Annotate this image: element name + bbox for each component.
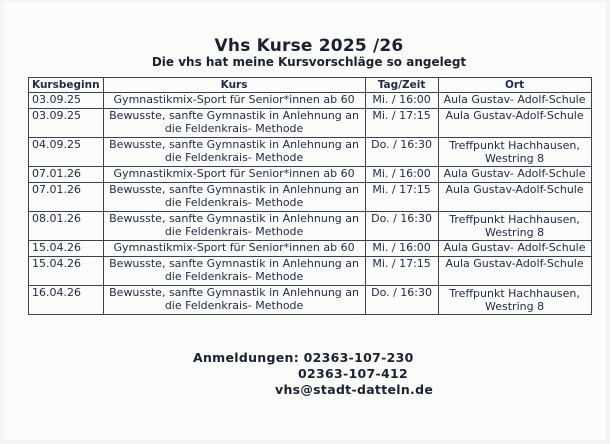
cell-kursbeginn: 15.04.26 — [29, 257, 104, 286]
table-row — [29, 138, 592, 167]
cell-kurs: Bewusste, sanfte Gymnastik in Anlehnung an die Feldenkrais- Methode — [103, 257, 365, 286]
table-row — [29, 257, 592, 286]
table-row — [29, 93, 592, 109]
cell-ort: Aula Gustav- Adolf-Schule — [438, 167, 591, 183]
cell-tag-zeit: Mi. / 17:15 — [365, 183, 438, 212]
cell-kurs: Gymnastikmix-Sport für Senior*innen ab 60 — [103, 241, 365, 257]
table-row — [29, 212, 592, 241]
registration-email: vhs@stadt-datteln.de — [275, 382, 434, 397]
cell-kursbeginn: 08.01.26 — [29, 212, 104, 241]
table-row — [29, 109, 592, 138]
cell-tag-zeit: Mi. / 17:15 — [365, 109, 438, 138]
cell-kurs: Bewusste, sanfte Gymnastik in Anlehnung an die Feldenkrais- Methode — [103, 109, 365, 138]
cell-tag-zeit: Mi. / 16:00 — [365, 93, 438, 109]
table-row — [29, 167, 592, 183]
table-row — [29, 183, 592, 212]
cell-kursbeginn: 03.09.25 — [29, 109, 104, 138]
cell-kurs: Bewusste, sanfte Gymnastik in Anlehnung an die Feldenkrais- Methode — [103, 138, 365, 167]
document-title: Vhs Kurse 2025 /26 — [214, 36, 404, 56]
table-row — [29, 286, 592, 315]
table-row — [29, 241, 592, 257]
cell-kurs: Gymnastikmix-Sport für Senior*innen ab 60 — [103, 93, 365, 109]
cell-kursbeginn: 03.09.25 — [29, 93, 104, 109]
registration-phone-1: Anmeldungen: 02363-107-230 — [193, 350, 414, 365]
cell-ort: Aula Gustav- Adolf-Schule — [438, 93, 591, 109]
cell-ort: Aula Gustav-Adolf-Schule — [438, 257, 591, 286]
cell-ort: Treffpunkt Hachhausen, Westring 8 — [438, 138, 591, 167]
cell-ort: Treffpunkt Hachhausen, Westring 8 — [438, 286, 591, 315]
cell-kursbeginn: 04.09.25 — [29, 138, 104, 167]
header-kurs: Kurs — [103, 78, 365, 93]
cell-kursbeginn: 15.04.26 — [29, 241, 104, 257]
cell-kurs: Bewusste, sanfte Gymnastik in Anlehnung an die Feldenkrais- Methode — [103, 212, 365, 241]
cell-kurs: Bewusste, sanfte Gymnastik in Anlehnung an die Feldenkrais- Methode — [103, 286, 365, 315]
cell-tag-zeit: Do. / 16:30 — [365, 212, 438, 241]
cell-tag-zeit: Mi. / 16:00 — [365, 167, 438, 183]
cell-ort: Aula Gustav-Adolf-Schule — [438, 183, 591, 212]
header-kursbeginn: Kursbeginn — [29, 78, 104, 93]
header-ort: Ort — [438, 78, 591, 93]
table-header-row — [29, 78, 592, 93]
document-subtitle: Die vhs hat meine Kursvorschläge so angelegt — [151, 55, 467, 69]
course-table — [28, 77, 592, 315]
cell-tag-zeit: Mi. / 17:15 — [365, 257, 438, 286]
cell-ort: Aula Gustav- Adolf-Schule — [438, 241, 591, 257]
cell-ort: Treffpunkt Hachhausen, Westring 8 — [438, 212, 591, 241]
cell-tag-zeit: Do. / 16:30 — [365, 138, 438, 167]
cell-ort: Aula Gustav-Adolf-Schule — [438, 109, 591, 138]
cell-kurs: Gymnastikmix-Sport für Senior*innen ab 60 — [103, 167, 365, 183]
cell-kursbeginn: 16.04.26 — [29, 286, 104, 315]
cell-kurs: Bewusste, sanfte Gymnastik in Anlehnung an die Feldenkrais- Methode — [103, 183, 365, 212]
cell-tag-zeit: Mi. / 16:00 — [365, 241, 438, 257]
cell-kursbeginn: 07.01.26 — [29, 183, 104, 212]
header-tag-zeit: Tag/Zeit — [365, 78, 438, 93]
registration-phone-2: 02363-107-412 — [298, 366, 408, 381]
cell-kursbeginn: 07.01.26 — [29, 167, 104, 183]
cell-tag-zeit: Do. / 16:30 — [365, 286, 438, 315]
